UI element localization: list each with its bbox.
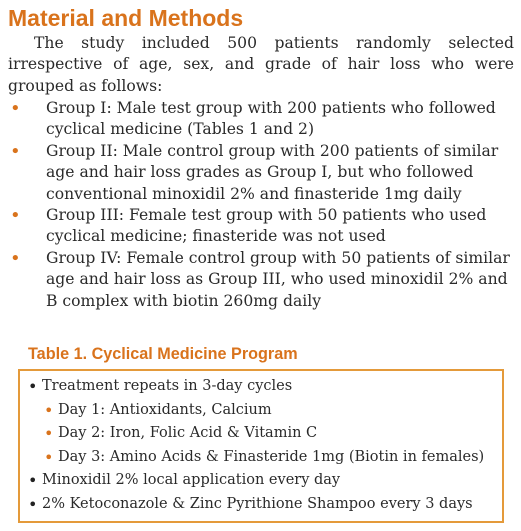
group-text: Group III: Female test group with 50 patients who used cyclical medicine; finasteride was not used	[46, 206, 487, 246]
table-box	[18, 369, 504, 523]
table-item-text: Treatment repeats in 3-day cycles	[42, 378, 293, 394]
table-item-text: Day 1: Antioxidants, Calcium	[58, 401, 272, 418]
group-text: Group IV: Female control group with 50 patients of similar age and hair loss as Group III, who used minoxidil 2% and B complex with biotin 260mg daily	[46, 248, 510, 310]
section-title: Material and Methods	[8, 5, 244, 31]
group-item	[8, 248, 514, 312]
table-item-text: 2% Ketoconazole & Zinc Pyrithione Shampoo every 3 days	[42, 495, 473, 512]
group-text: Group II: Male control group with 200 patients of similar age and hair loss grades as Group I, but who followed conventional minoxidil 2% and finasteride 1mg daily	[46, 141, 499, 203]
table-item-text: Minoxidil 2% local application every day	[42, 472, 341, 489]
table-subitem	[20, 446, 502, 470]
bullet-icon: •	[28, 494, 38, 514]
bullet-icon: •	[28, 377, 38, 396]
group-item	[8, 98, 514, 141]
bullet-icon: •	[10, 98, 21, 119]
table-subitem	[20, 399, 502, 423]
bullet-icon: •	[44, 400, 54, 420]
group-item	[8, 141, 514, 205]
bullet-icon: •	[10, 140, 21, 162]
group-text: Group I: Male test group with 200 patients who followed cyclical medicine (Tables 1 and 2)	[46, 99, 496, 139]
table-item-text: Day 3: Amino Acids & Finasteride 1mg (Biotin in females)	[58, 448, 485, 465]
table-subitem	[20, 422, 502, 446]
table-list	[20, 375, 502, 517]
table-item	[20, 469, 502, 493]
intro-paragraph: The study included 500 patients randomly selected irrespective of age, sex, and grade of hair loss who were grouped as follows:	[8, 34, 514, 95]
group-item	[8, 205, 514, 248]
groups-list	[8, 98, 514, 312]
bullet-icon: •	[44, 447, 54, 467]
bullet-icon: •	[10, 247, 21, 269]
table-item	[20, 375, 502, 399]
bullet-icon: •	[28, 471, 38, 491]
table-item-text: Day 2: Iron, Folic Acid & Vitamin C	[58, 425, 318, 442]
bullet-icon: •	[44, 424, 54, 444]
table-title: Table 1. Cyclical Medicine Program	[28, 345, 298, 363]
bullet-icon: •	[10, 205, 21, 227]
table-item	[20, 493, 502, 517]
